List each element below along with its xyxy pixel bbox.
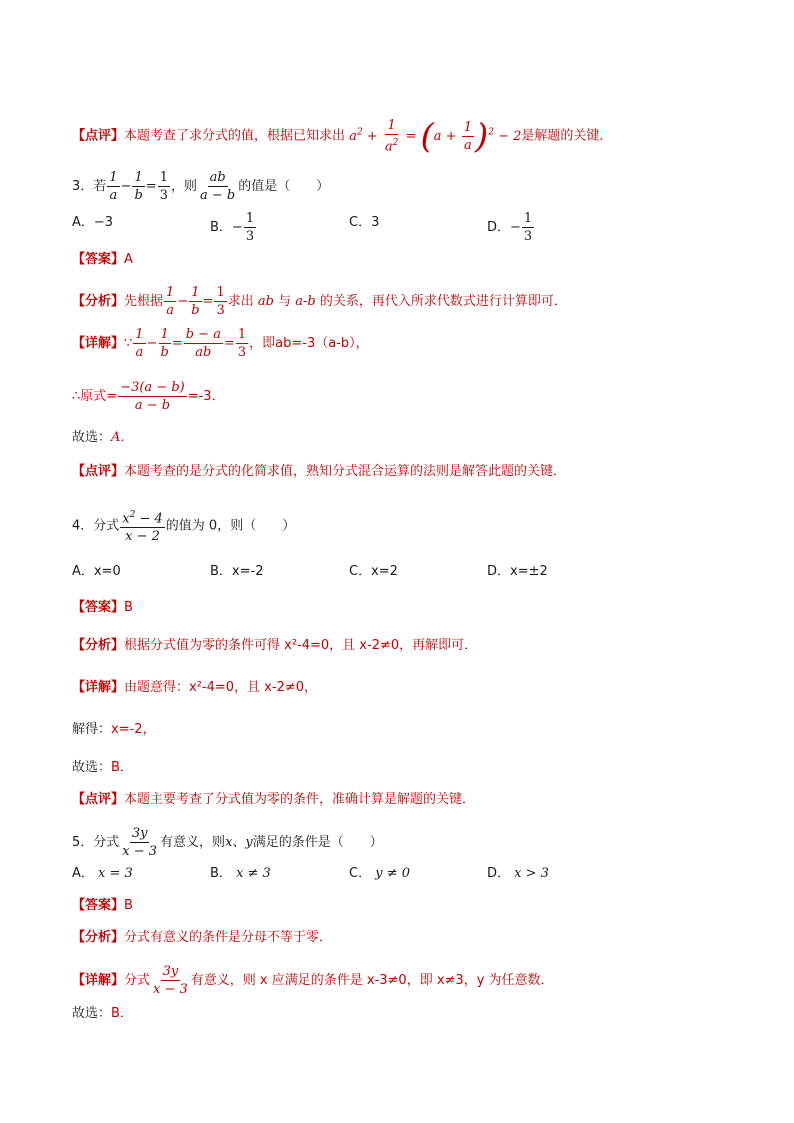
q4-option-d: D．x=±2	[487, 564, 548, 579]
q3-review-line: 【点评】本题考查的是分式的化简求值，熟知分式混合运算的法则是解答此题的关键．	[72, 464, 567, 479]
q2-review-pre: 本题考查了求分式的值，根据已知求出	[124, 128, 346, 144]
q4-choose-line: 故选：B．	[72, 760, 133, 775]
q4-option-b: B．x=-2	[210, 564, 264, 579]
q3-option-c: C．3	[349, 215, 380, 230]
q5-option-c: C． y ≠ 0	[349, 866, 410, 881]
q5-choose-line: 故选：B．	[72, 1006, 133, 1021]
q4-detail-line: 【详解】由题意得：x²-4=0，且 x-2≠0，	[72, 680, 317, 695]
q5-answer-line: 【答案】B	[72, 898, 133, 913]
review-tag: 【点评】	[72, 128, 125, 144]
q4-option-a: A．x=0	[72, 564, 121, 579]
q2-review-line	[72, 116, 613, 157]
q3-stem: 3．若 $\frac{1}{a}$ − $\frac{1}{b}$ = $\frac{1}{3}$ ，则 $\frac{ab}{a - b}$ 的值是（ ）	[72, 170, 330, 203]
q2-review-mid: 是解题的关键．	[521, 128, 613, 144]
answer-tag: 【答案】	[72, 252, 125, 267]
q3-answer-line	[72, 250, 133, 270]
q5-option-d: D． x > 3	[487, 866, 549, 881]
q4-solve-line: 解得：x=-2，	[72, 722, 156, 737]
q3-tail: 的值是（ ）	[238, 179, 330, 194]
analysis-tag: 【分析】	[72, 294, 125, 309]
q5-detail-line: 【详解】分式 $\frac{3y}{x - 3}$ 有意义，则 x 应满足的条件是 x-3≠0，即 x≠3，y 为任意数．	[72, 964, 554, 997]
q3-analysis-line: 【分析】先根据 $\frac{1}{a}$ − $\frac{1}{b}$ = $\frac{1}{3}$ 求出 ab 与 a-b 的关系，再代入所求代数式进行计算即可．	[72, 285, 567, 318]
q5-analysis-line: 【分析】分式有意义的条件是分母不等于零．	[72, 930, 333, 945]
q4-option-c: C．x=2	[349, 564, 398, 579]
q4-analysis-line: 【分析】根据分式值为零的条件可得 x²-4=0，且 x-2≠0，再解即可．	[72, 638, 478, 653]
q3-option-d: D．− $\frac{1}{3}$	[487, 211, 533, 244]
q3-choose-line: 故选：A．	[72, 430, 134, 445]
q5-stem: 5．分式 $\frac{3y}{x - 3}$ 有意义，则x、y满足的条件是（ ）	[72, 826, 383, 859]
q3-option-b: B．− $\frac{1}{3}$	[210, 211, 255, 244]
q4-review-line: 【点评】本题主要考查了分式值为零的条件，准确计算是解题的关键．	[72, 792, 476, 807]
detail-tag: 【详解】	[72, 336, 125, 351]
q4-answer-line: 【答案】B	[72, 600, 133, 615]
q3-detail-line: 【详解】∵ $\frac{1}{a}$ − $\frac{1}{b}$ = $\frac{b - a}{ab}$ = $\frac{1}{3}$ ，即ab=-3（a-b），	[72, 327, 369, 360]
q5-option-b: B． x ≠ 3	[210, 866, 271, 881]
q3-number: 3．若	[72, 179, 107, 194]
q5-option-a: A． x = 3	[72, 866, 133, 881]
q2-review-formula: $a^2$ + $\frac{1}{a^2}$ = (a + $\frac{1}{a}$ )$^2$ − 2	[349, 116, 522, 157]
q4-stem: 4．分式 $\frac{x^2 - 4}{x - 2}$ 的值为 0，则（ ）	[72, 510, 296, 545]
q3-answer: A	[124, 252, 133, 267]
q3-therefore-line: ∴原式= $\frac{-3(a - b)}{a - b}$ =-3．	[72, 380, 225, 413]
q3-option-a: A．−3	[72, 215, 114, 230]
